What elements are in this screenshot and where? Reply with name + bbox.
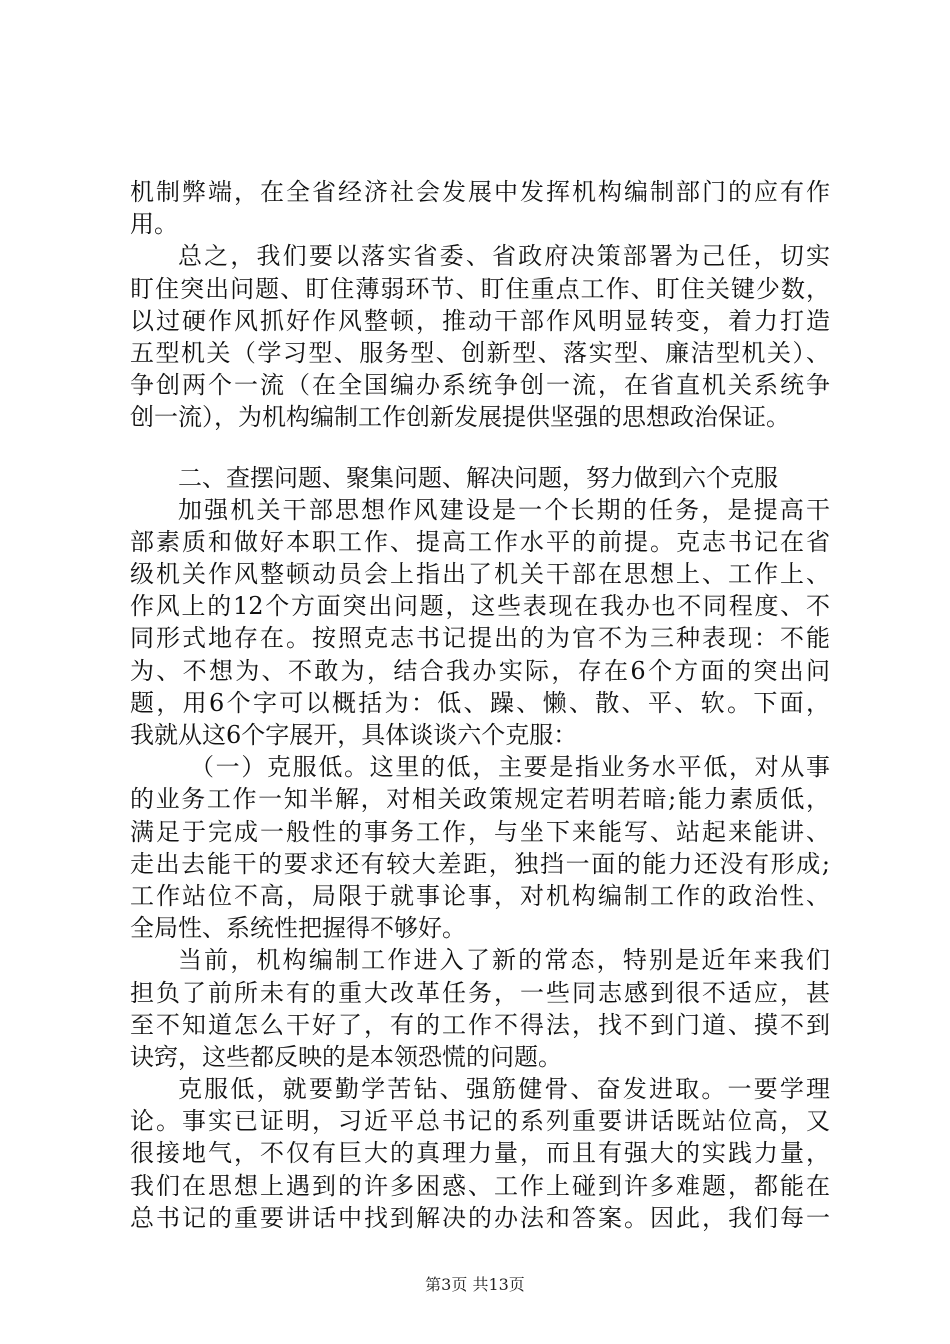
text-line: 至不知道怎么干好了，有的工作不得法，找不到门道、摸不到: [130, 1010, 830, 1039]
text-line: 以过硬作风抓好作风整顿，推动干部作风明显转变，着力打造: [130, 306, 830, 335]
text-line: 争创两个一流（在全国编办系统争创一流，在省直机关系统争: [130, 371, 830, 400]
text-line: 机制弊端，在全省经济社会发展中发挥机构编制部门的应有作: [130, 178, 830, 206]
text-line: 诀窍，这些都反映的是本领恐慌的问题。: [130, 1042, 562, 1071]
text-line: 同形式地存在。按照克志书记提出的为官不为三种表现：不能: [130, 624, 830, 653]
text-line: （一）克服低。这里的低，主要是指业务水平低，对从事: [190, 753, 830, 782]
text-line: 担负了前所未有的重大改革任务，一些同志感到很不适应，甚: [130, 978, 830, 1007]
page-footer: 第3页 共13页: [425, 1275, 525, 1294]
paragraph: [130, 751, 830, 944]
paragraph: [130, 494, 830, 752]
document-body: [130, 176, 830, 1234]
text-line: 为、不想为、不敢为，结合我办实际，存在6个方面的突出问: [130, 656, 830, 685]
text-line: 当前，机构编制工作进入了新的常态，特别是近年来我们: [178, 946, 830, 975]
text-line: 作风上的12个方面突出问题，这些表现在我办也不同程度、不: [130, 592, 830, 621]
text-line: 工作站位不高，局限于就事论事，对机构编制工作的政治性、: [130, 881, 830, 910]
text-line: 论。事实已证明，习近平总书记的系列重要讲话既站位高，又: [130, 1107, 830, 1136]
text-line: 全局性、系统性把握得不够好。: [130, 914, 466, 943]
text-line: 加强机关干部思想作风建设是一个长期的任务，是提高干: [178, 495, 830, 524]
text-line: 五型机关（学习型、服务型、创新型、落实型、廉洁型机关）、: [130, 338, 830, 367]
text-line: 克服低，就要勤学苦钻、强筋健骨、奋发进取。一要学理: [178, 1075, 830, 1104]
text-line: 总之，我们要以落实省委、省政府决策部署为己任，切实: [178, 242, 830, 271]
text-line: 总书记的重要讲话中找到解决的办法和答案。因此，我们每一: [130, 1203, 830, 1232]
section-heading: 二、查摆问题、聚集问题、解决问题，努力做到六个克服: [178, 463, 778, 492]
text-line: 很接地气，不仅有巨大的真理力量，而且有强大的实践力量，: [130, 1139, 830, 1168]
paragraph: [130, 944, 830, 1073]
text-line: 我们在思想上遇到的许多困惑、工作上碰到许多难题，都能在: [130, 1171, 830, 1200]
text-line: 题，用6个字可以概括为：低、躁、懒、散、平、软。下面，: [130, 688, 830, 717]
paragraph: [130, 176, 830, 240]
text-line: 用。: [130, 210, 178, 239]
text-line: 创一流），为机构编制工作创新发展提供坚强的思想政治保证。: [130, 403, 790, 432]
paragraph: [130, 1073, 830, 1234]
text-line: 盯住突出问题、盯住薄弱环节、盯住重点工作、盯住关键少数，: [130, 274, 830, 303]
text-line: 级机关作风整顿动员会上指出了机关干部在思想上、工作上、: [130, 560, 830, 589]
text-line: 我就从这6个字展开，具体谈谈六个克服：: [130, 721, 578, 749]
text-line: 的业务工作一知半解，对相关政策规定若明若暗;能力素质低，: [130, 785, 830, 814]
paragraph-gap: [130, 434, 830, 462]
text-line: 部素质和做好本职工作、提高工作水平的前提。克志书记在省: [130, 527, 830, 556]
text-line: 走出去能干的要求还有较大差距，独挡一面的能力还没有形成;: [130, 849, 830, 878]
text-line: 满足于完成一般性的事务工作，与坐下来能写、站起来能讲、: [130, 817, 830, 846]
paragraph: [130, 240, 830, 433]
